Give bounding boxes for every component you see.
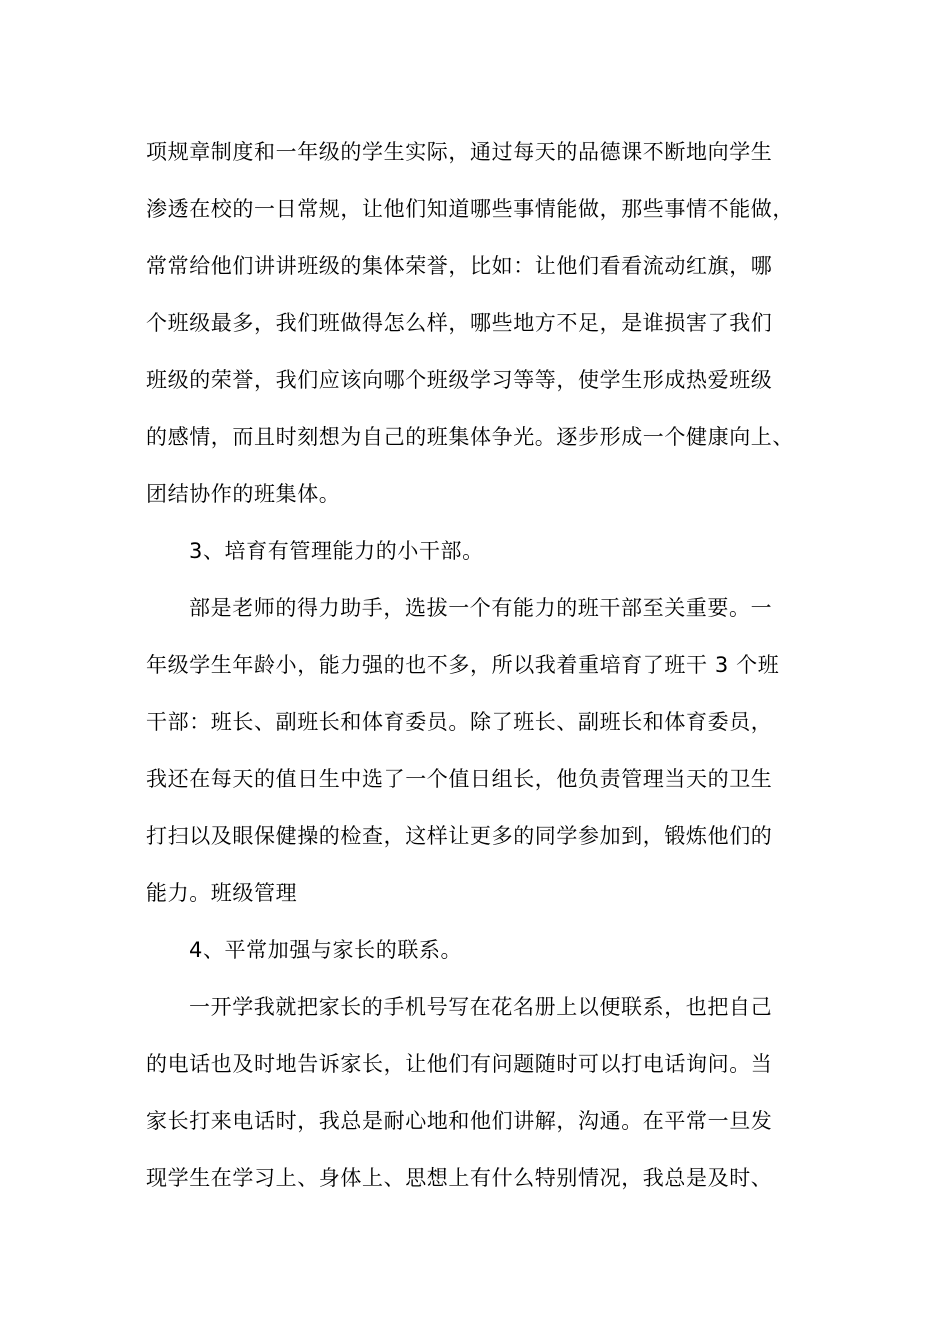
section-heading: 3、培育有管理能力的小干部。 — [189, 539, 484, 563]
text-line: 干部：班长、副班长和体育委员。除了班长、副班长和体育委员， — [146, 710, 773, 734]
text-line: 年级学生年龄小，能力强的也不多，所以我着重培育了班干 3 个班 — [146, 653, 780, 677]
section-heading: 4、平常加强与家长的联系。 — [189, 938, 463, 962]
text-line: 常常给他们讲讲班级的集体荣誉，比如：让他们看看流动红旗，哪 — [146, 254, 773, 278]
text-line: 部是老师的得力助手，选拔一个有能力的班干部至关重要。一 — [189, 596, 773, 620]
text-line: 个班级最多，我们班做得怎么样，哪些地方不足，是谁损害了我们 — [146, 311, 773, 335]
text-line: 打扫以及眼保健操的检查，这样让更多的同学参加到，锻炼他们的 — [146, 824, 773, 848]
text-line: 我还在每天的值日生中选了一个值日组长，他负责管理当天的卫生 — [146, 767, 773, 791]
text-line: 的感情，而且时刻想为自己的班集体争光。逐步形成一个健康向上、 — [146, 425, 794, 449]
text-line: 渗透在校的一日常规，让他们知道哪些事情能做，那些事情不能做， — [146, 197, 794, 221]
text-line: 的电话也及时地告诉家长，让他们有问题随时可以打电话询问。当 — [146, 1052, 773, 1076]
text-line: 团结协作的班集体。 — [146, 482, 341, 506]
text-line: 项规章制度和一年级的学生实际，通过每天的品德课不断地向学生 — [146, 140, 773, 164]
text-line: 能力。班级管理 — [146, 881, 298, 905]
text-line: 现学生在学习上、身体上、思想上有什么特别情况，我总是及时、 — [146, 1166, 773, 1190]
text-line: 班级的荣誉，我们应该向哪个班级学习等等，使学生形成热爱班级 — [146, 368, 773, 392]
text-line: 一开学我就把家长的手机号写在花名册上以便联系，也把自己 — [189, 995, 773, 1019]
text-line: 家长打来电话时，我总是耐心地和他们讲解，沟通。在平常一旦发 — [146, 1109, 773, 1133]
